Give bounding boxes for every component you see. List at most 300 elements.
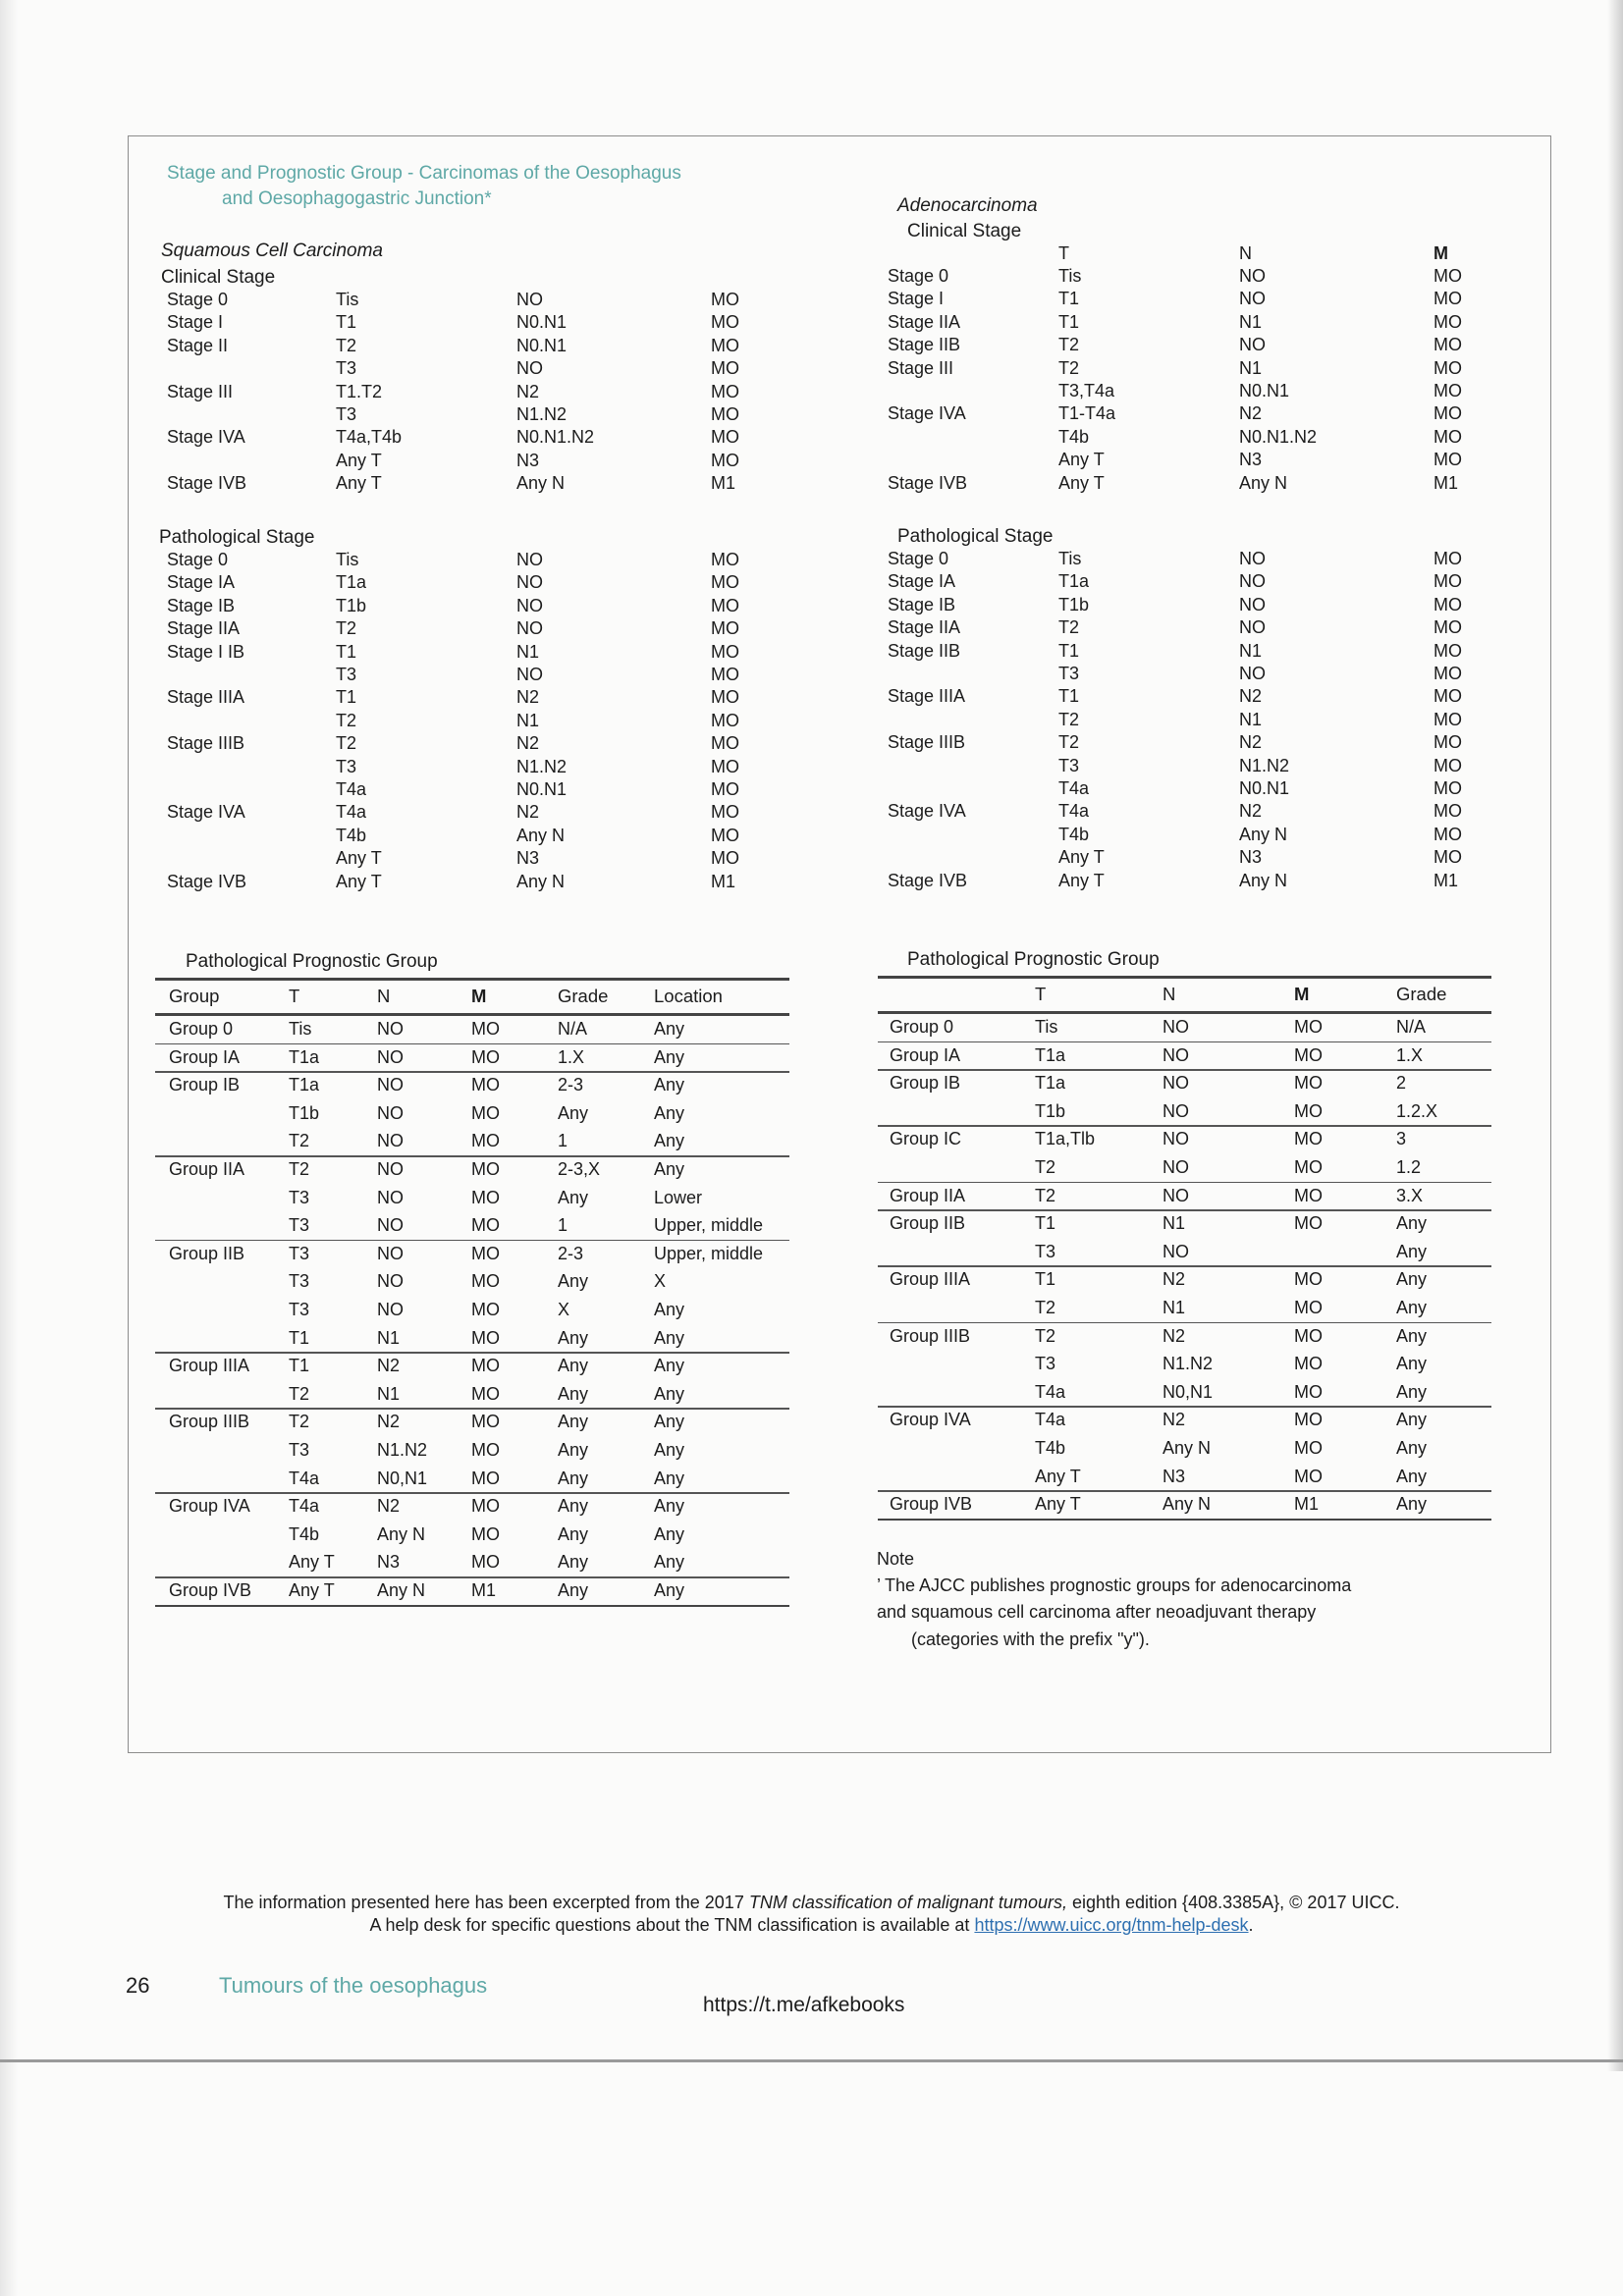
sq-clinical-row-cell: Stage 0 — [167, 290, 229, 309]
table-cell: Group IVA — [169, 1496, 250, 1517]
table-cell: Group IB — [890, 1073, 961, 1094]
ad-clinical-row-cell: Stage 0 — [888, 266, 949, 286]
group-divider — [878, 1322, 1491, 1324]
sq-pathological-row-cell: N2 — [516, 802, 540, 823]
table-cell: MO — [471, 1131, 500, 1151]
table-cell: 1 — [558, 1215, 568, 1236]
table-cell: T3 — [289, 1187, 310, 1207]
table-cell: NO — [377, 1271, 404, 1292]
sq-pathological-row-cell: Stage IIIA — [167, 687, 245, 708]
table-cell: MO — [1294, 1298, 1323, 1317]
table-cell: NO — [1163, 1185, 1189, 1205]
sq-pathological-row-cell: NO — [516, 618, 543, 639]
ad-pathological-row-cell: NO — [1239, 571, 1266, 592]
ad-clinical-row-cell: MO — [1434, 450, 1462, 470]
ad-pathological-row-cell: Stage IB — [888, 594, 956, 614]
table-cell: Any — [1396, 1410, 1428, 1430]
table-cell: 3 — [1396, 1129, 1407, 1149]
table-cell: MO — [471, 1496, 500, 1517]
table-cell: MO — [1294, 1073, 1323, 1094]
ad-pathological-row-cell: NO — [1239, 549, 1266, 568]
sq-clinical-row-cell: T1 — [336, 312, 357, 333]
header-rule — [155, 1013, 789, 1016]
adeno-pathological-label: Pathological Stage — [897, 526, 1054, 547]
ad-clinical-row-cell: N1 — [1239, 357, 1263, 378]
table-cell: T1a — [289, 1046, 320, 1067]
table-cell: Any — [654, 1496, 685, 1517]
sq-clinical-row-cell: MO — [711, 381, 739, 401]
ad-clinical-row-cell: NO — [1239, 266, 1266, 286]
table-cell: T2 — [289, 1131, 310, 1151]
table-cell: MO — [471, 1271, 500, 1292]
sq-pathological-row-cell: Stage IA — [167, 572, 236, 593]
sq-clinical-row-cell: Stage IVA — [167, 427, 245, 448]
table-cell: T4b — [289, 1523, 320, 1544]
table-cell: T1 — [1035, 1213, 1056, 1234]
ad-pathological-row-cell: NO — [1239, 594, 1266, 614]
ad-pathological-row-cell: MO — [1434, 778, 1462, 798]
sq-pathological-row-cell: MO — [711, 665, 739, 684]
table-header-cell: M — [471, 986, 487, 1006]
table-cell: MO — [471, 1159, 500, 1179]
table-cell: 1.2 — [1396, 1157, 1422, 1177]
ad-pathological-row-cell: T4b — [1058, 824, 1090, 844]
sq-pathological-row-cell: NO — [516, 572, 543, 593]
table-cell: Group IIIA — [169, 1356, 250, 1376]
table-cell: Any — [654, 1412, 685, 1432]
squamous-clinical-label: Clinical Stage — [161, 267, 276, 288]
table-cell: MO — [1294, 1017, 1323, 1037]
sq-pathological-row-cell: MO — [711, 710, 739, 730]
table-cell: Any — [1396, 1438, 1428, 1458]
sq-clinical-row-cell: T1.T2 — [336, 381, 383, 401]
ad-clinical-row-cell: Stage IIA — [888, 311, 961, 332]
table-cell: Group 0 — [890, 1017, 954, 1037]
table-cell: Any — [654, 1075, 685, 1095]
table-cell: MO — [1294, 1185, 1323, 1205]
ad-clinical-row-cell: N3 — [1239, 450, 1263, 470]
table-cell: T1b — [1035, 1100, 1066, 1121]
table-cell: Any — [1396, 1381, 1428, 1402]
sq-clinical-row-cell: M1 — [711, 473, 736, 494]
table-cell: Group IIB — [890, 1213, 966, 1234]
scan-edge-right — [1607, 0, 1623, 2071]
table-cell: Lower — [654, 1187, 703, 1207]
group-divider — [155, 1043, 789, 1045]
note-line1: ’ The AJCC publishes prognostic groups for adenocarcinoma — [877, 1575, 1352, 1595]
table-cell: NO — [1163, 1017, 1189, 1037]
table-cell: NO — [1163, 1129, 1189, 1149]
table-top-rule — [878, 976, 1491, 979]
table-cell: N1.N2 — [377, 1440, 428, 1460]
ad-pathological-row-cell: Stage IVA — [888, 801, 966, 822]
sq-clinical-row-cell: T2 — [336, 335, 357, 355]
table-cell: T4b — [1035, 1438, 1066, 1458]
adeno-clinical-header-cell: N — [1239, 243, 1252, 263]
group-divider — [878, 1490, 1491, 1492]
ad-pathological-row-cell: MO — [1434, 594, 1462, 614]
table-cell: MO — [1294, 1100, 1323, 1121]
ad-pathological-row-cell: Stage IIIA — [888, 686, 966, 707]
table-cell: MO — [471, 1327, 500, 1348]
sq-pathological-row-cell: MO — [711, 572, 739, 593]
table-cell: T1b — [289, 1102, 320, 1123]
table-cell: N0,N1 — [377, 1468, 428, 1488]
table-cell: Group IVA — [890, 1410, 971, 1430]
ad-clinical-row-cell: Stage IIB — [888, 335, 961, 355]
table-cell: Any — [654, 1383, 685, 1404]
table-cell: Any — [558, 1102, 589, 1123]
group-divider — [155, 1605, 789, 1608]
ad-pathological-row-cell: Tis — [1058, 549, 1082, 568]
sq-clinical-row-cell: T4a,T4b — [336, 427, 403, 448]
group-divider — [155, 1155, 789, 1157]
ad-clinical-row-cell: Any T — [1058, 472, 1105, 493]
table-cell: MO — [1294, 1157, 1323, 1177]
table-cell: Any — [654, 1468, 685, 1488]
sq-clinical-row-cell: Stage IVB — [167, 473, 247, 494]
sq-pathological-row-cell: Stage I IB — [167, 641, 245, 662]
group-divider — [155, 1408, 789, 1410]
header-rule — [878, 1011, 1491, 1014]
table-cell: NO — [1163, 1073, 1189, 1094]
table-cell: MO — [471, 1523, 500, 1544]
sq-pathological-row-cell: MO — [711, 779, 739, 799]
table-cell: NO — [1163, 1157, 1189, 1177]
ad-pathological-row-cell: MO — [1434, 617, 1462, 638]
table-cell: Group IIIB — [169, 1412, 250, 1432]
ad-pathological-row-cell: N2 — [1239, 686, 1263, 707]
table-cell: MO — [471, 1552, 500, 1573]
table-cell: Any — [654, 1300, 685, 1319]
bottom-url[interactable]: https://t.me/afkebooks — [703, 1994, 905, 2016]
table-cell: 1.X — [558, 1046, 585, 1067]
adeno-prognostic-label: Pathological Prognostic Group — [907, 949, 1160, 970]
table-cell: Any — [558, 1271, 589, 1292]
group-divider — [155, 1352, 789, 1354]
table-cell: Any — [558, 1523, 589, 1544]
sq-pathological-row-cell: Stage IVB — [167, 871, 247, 891]
table-cell: T3 — [289, 1300, 310, 1319]
table-cell: Group IC — [890, 1129, 962, 1149]
table-cell: Upper, middle — [654, 1243, 764, 1263]
table-cell: N2 — [377, 1412, 401, 1432]
ad-pathological-row-cell: N1 — [1239, 709, 1263, 729]
sq-pathological-row-cell: N1 — [516, 641, 540, 662]
table-header-cell: Group — [169, 986, 220, 1006]
table-cell: T1a,Tlb — [1035, 1129, 1096, 1149]
ad-pathological-row-cell: Stage IA — [888, 571, 956, 592]
sq-clinical-row-cell: MO — [711, 312, 739, 333]
table-cell: N3 — [377, 1552, 401, 1573]
ad-pathological-row-cell: N1.N2 — [1239, 755, 1290, 775]
ad-clinical-row-cell: NO — [1239, 289, 1266, 309]
sq-clinical-row-cell: N0.N1.N2 — [516, 427, 595, 448]
table-cell: MO — [471, 1046, 500, 1067]
sq-pathological-row-cell: N0.N1 — [516, 779, 568, 799]
table-cell: NO — [377, 1131, 404, 1151]
ad-clinical-row-cell: MO — [1434, 266, 1462, 286]
ad-pathological-row-cell: T1 — [1058, 640, 1080, 661]
ad-pathological-row-cell: N3 — [1239, 847, 1263, 868]
help-desk-link[interactable]: https://www.uicc.org/tnm-help-desk — [974, 1915, 1249, 1935]
ad-clinical-row-cell: T1-T4a — [1058, 403, 1116, 424]
ad-clinical-row-cell: Stage IVA — [888, 403, 966, 424]
table-cell: MO — [471, 1019, 500, 1039]
sq-pathological-row-cell: MO — [711, 825, 739, 845]
page-number: 26 — [126, 1973, 150, 1998]
sq-pathological-row-cell: N3 — [516, 848, 540, 869]
sq-pathological-row-cell: T1b — [336, 595, 367, 615]
table-cell: MO — [471, 1383, 500, 1404]
sq-pathological-row-cell: T1 — [336, 687, 357, 708]
table-cell: T1a — [289, 1075, 320, 1095]
ad-pathological-row-cell: T1a — [1058, 571, 1090, 592]
sq-clinical-row-cell: N3 — [516, 450, 540, 470]
table-cell: 2-3 — [558, 1075, 584, 1095]
sq-pathological-row-cell: Any N — [516, 871, 566, 891]
group-divider — [878, 1519, 1491, 1522]
sq-pathological-row-cell: MO — [711, 641, 739, 662]
sq-pathological-row-cell: Stage IB — [167, 595, 236, 615]
table-cell: Any — [1396, 1354, 1428, 1374]
ad-pathological-row-cell: MO — [1434, 732, 1462, 753]
ad-pathological-row-cell: Stage IIA — [888, 617, 961, 638]
sq-clinical-row-cell: N1.N2 — [516, 404, 568, 424]
ad-pathological-row-cell: Any T — [1058, 847, 1105, 868]
table-cell: T1a — [1035, 1073, 1066, 1094]
ad-pathological-row-cell: N2 — [1239, 801, 1263, 822]
table-cell: T4a — [289, 1496, 320, 1517]
sq-clinical-row-cell: NO — [516, 290, 543, 309]
table-cell: T4a — [1035, 1410, 1066, 1430]
ad-clinical-row-cell: MO — [1434, 311, 1462, 332]
table-cell: T1 — [289, 1327, 310, 1348]
sq-pathological-row-cell: MO — [711, 756, 739, 776]
table-cell: 1.2.X — [1396, 1100, 1438, 1121]
ad-pathological-row-cell: MO — [1434, 549, 1462, 568]
ad-clinical-row-cell: Any T — [1058, 450, 1105, 470]
ad-pathological-row-cell: MO — [1434, 755, 1462, 775]
table-cell: MO — [471, 1440, 500, 1460]
page-bottom-rule — [0, 2059, 1623, 2062]
sq-pathological-row-cell: T3 — [336, 665, 357, 684]
ad-pathological-row-cell: Any N — [1239, 824, 1288, 844]
table-cell: T2 — [289, 1383, 310, 1404]
table-cell: T2 — [289, 1159, 310, 1179]
ad-pathological-row-cell: Stage IIB — [888, 640, 961, 661]
table-cell: Any — [558, 1356, 589, 1376]
sq-clinical-row-cell: T3 — [336, 358, 357, 379]
sq-pathological-row-cell: M1 — [711, 871, 736, 891]
sq-pathological-row-cell: MO — [711, 733, 739, 754]
table-cell: Any — [654, 1440, 685, 1460]
table-cell: N1 — [1163, 1298, 1186, 1317]
ad-pathological-row-cell: MO — [1434, 640, 1462, 661]
sq-clinical-row-cell: N0.N1 — [516, 312, 568, 333]
table-cell: Group IIIB — [890, 1325, 971, 1346]
sq-pathological-row-cell: Stage 0 — [167, 550, 229, 569]
sq-pathological-row-cell: T2 — [336, 710, 357, 730]
ad-clinical-row-cell: MO — [1434, 426, 1462, 447]
ad-pathological-row-cell: N2 — [1239, 732, 1263, 753]
table-cell: N2 — [377, 1356, 401, 1376]
ad-clinical-row-cell: Stage III — [888, 357, 954, 378]
table-cell: Any — [1396, 1269, 1428, 1290]
ad-pathological-row-cell: MO — [1434, 824, 1462, 844]
ad-clinical-row-cell: MO — [1434, 335, 1462, 355]
ad-clinical-row-cell: T2 — [1058, 335, 1080, 355]
footer-line1: The information presented here has been excerpted from the 2017 TNM classification of malignant tumours, eighth edition {408.3385A}, © 2017 UICC. — [223, 1893, 1400, 1912]
sq-clinical-row-cell: MO — [711, 427, 739, 448]
ad-pathological-row-cell: Any T — [1058, 870, 1105, 890]
table-cell: NO — [1163, 1044, 1189, 1065]
table-cell: Any — [654, 1019, 685, 1039]
table-cell: T3 — [289, 1271, 310, 1292]
sq-clinical-row-cell: Any T — [336, 450, 382, 470]
table-cell: MO — [1294, 1381, 1323, 1402]
table-cell: T2 — [1035, 1298, 1056, 1317]
ad-clinical-row-cell: MO — [1434, 381, 1462, 400]
sq-clinical-row-cell: Stage II — [167, 335, 229, 355]
ad-pathological-row-cell: NO — [1239, 617, 1266, 638]
sq-pathological-row-cell: N1.N2 — [516, 756, 568, 776]
table-cell: T2 — [1035, 1185, 1056, 1205]
sq-pathological-row-cell: MO — [711, 595, 739, 615]
table-cell: T3 — [289, 1243, 310, 1263]
table-cell: N/A — [1396, 1017, 1427, 1037]
ad-pathological-row-cell: T4a — [1058, 801, 1090, 822]
table-cell: Any — [1396, 1494, 1428, 1515]
table-cell: Group IVB — [890, 1494, 973, 1515]
ad-clinical-row-cell: T2 — [1058, 357, 1080, 378]
table-cell: T4a — [289, 1468, 320, 1488]
sq-pathological-row-cell: NO — [516, 665, 543, 684]
table-cell: NO — [377, 1300, 404, 1319]
ad-clinical-row-cell: T3,T4a — [1058, 381, 1115, 400]
ad-pathological-row-cell: Any N — [1239, 870, 1288, 890]
ad-pathological-row-cell: T4a — [1058, 778, 1090, 798]
page-title-line1: Stage and Prognostic Group - Carcinomas of the Oesophagus — [167, 163, 681, 184]
ad-pathological-row-cell: T2 — [1058, 732, 1080, 753]
sq-pathological-row-cell: MO — [711, 848, 739, 869]
sq-clinical-row-cell: N0.N1 — [516, 335, 568, 355]
table-cell: MO — [1294, 1466, 1323, 1486]
table-cell: 2 — [1396, 1073, 1407, 1094]
table-cell: T2 — [1035, 1157, 1056, 1177]
sq-pathological-row-cell: Tis — [336, 550, 359, 569]
squamous-prognostic-label: Pathological Prognostic Group — [186, 951, 438, 972]
table-cell: Any — [1396, 1325, 1428, 1346]
sq-clinical-row-cell: Any T — [336, 473, 382, 494]
sq-clinical-row-cell: MO — [711, 450, 739, 470]
table-cell: Any N — [377, 1523, 426, 1544]
ad-clinical-row-cell: Stage I — [888, 289, 945, 309]
table-cell: NO — [377, 1215, 404, 1236]
ad-pathological-row-cell: Stage IVB — [888, 870, 968, 890]
sq-pathological-row-cell: Stage IIA — [167, 618, 241, 639]
table-cell: N2 — [1163, 1410, 1186, 1430]
group-divider — [155, 1071, 789, 1073]
ad-clinical-row-cell: T1 — [1058, 289, 1080, 309]
note-line2: and squamous cell carcinoma after neoadjuvant therapy — [877, 1602, 1317, 1622]
sq-clinical-row-cell: Stage I — [167, 312, 224, 333]
group-divider — [878, 1069, 1491, 1071]
group-divider — [878, 1125, 1491, 1127]
ad-clinical-row-cell: MO — [1434, 403, 1462, 424]
table-cell: M1 — [471, 1580, 497, 1600]
ad-clinical-row-cell: MO — [1434, 357, 1462, 378]
table-cell: N1 — [377, 1383, 401, 1404]
sq-pathological-row-cell: Any T — [336, 871, 382, 891]
table-header-cell: Location — [654, 986, 723, 1006]
ad-clinical-row-cell: M1 — [1434, 472, 1459, 493]
ad-clinical-row-cell: T4b — [1058, 426, 1090, 447]
sq-clinical-row-cell: Any N — [516, 473, 566, 494]
table-cell: Any — [558, 1327, 589, 1348]
sq-clinical-row-cell: Stage III — [167, 381, 234, 401]
table-cell: Group IIA — [169, 1159, 245, 1179]
table-cell: N1 — [377, 1327, 401, 1348]
ad-pathological-row-cell: T2 — [1058, 617, 1080, 638]
ad-pathological-row-cell: T3 — [1058, 755, 1080, 775]
table-cell: Any — [1396, 1241, 1428, 1261]
table-cell: NO — [377, 1019, 404, 1039]
adeno-heading: Adenocarcinoma — [897, 195, 1038, 216]
adeno-clinical-header-cell: M — [1434, 243, 1448, 263]
table-cell: T3 — [1035, 1354, 1056, 1374]
table-cell: NO — [377, 1243, 404, 1263]
table-cell: Any — [654, 1131, 685, 1151]
ad-clinical-row-cell: Stage IVB — [888, 472, 968, 493]
table-cell: Any — [654, 1580, 685, 1600]
table-header-cell: Grade — [558, 986, 609, 1006]
table-cell: 1.X — [1396, 1044, 1424, 1065]
table-header-cell: N — [377, 986, 391, 1006]
table-cell: Any — [558, 1440, 589, 1460]
sq-pathological-row-cell: MO — [711, 802, 739, 823]
table-cell: Any — [1396, 1213, 1428, 1234]
ad-clinical-row-cell: T1 — [1058, 311, 1080, 332]
table-cell: MO — [1294, 1438, 1323, 1458]
ad-pathological-row-cell: T1b — [1058, 594, 1090, 614]
table-cell: M1 — [1294, 1494, 1320, 1515]
table-cell: Any N — [1163, 1438, 1212, 1458]
table-cell: NO — [1163, 1241, 1189, 1261]
ad-clinical-row-cell: Any N — [1239, 472, 1288, 493]
table-cell: T3 — [1035, 1241, 1056, 1261]
table-cell: MO — [1294, 1325, 1323, 1346]
sq-pathological-row-cell: T3 — [336, 756, 357, 776]
table-cell: Any T — [289, 1552, 335, 1573]
sq-pathological-row-cell: NO — [516, 595, 543, 615]
sq-pathological-row-cell: T4a — [336, 802, 367, 823]
sq-clinical-row-cell: MO — [711, 358, 739, 379]
table-cell: MO — [471, 1215, 500, 1236]
table-cell: MO — [1294, 1213, 1323, 1234]
table-cell: Any T — [1035, 1494, 1081, 1515]
ad-pathological-row-cell: N0.N1 — [1239, 778, 1290, 798]
table-cell: Tis — [289, 1019, 312, 1039]
table-cell: N2 — [1163, 1325, 1186, 1346]
table-cell: 2-3 — [558, 1243, 584, 1263]
sq-clinical-row-cell: Tis — [336, 290, 359, 309]
table-cell: MO — [1294, 1354, 1323, 1374]
sq-pathological-row-cell: MO — [711, 550, 739, 569]
table-cell: MO — [471, 1300, 500, 1319]
table-cell: Upper, middle — [654, 1215, 764, 1236]
ad-pathological-row-cell: Stage 0 — [888, 549, 949, 568]
